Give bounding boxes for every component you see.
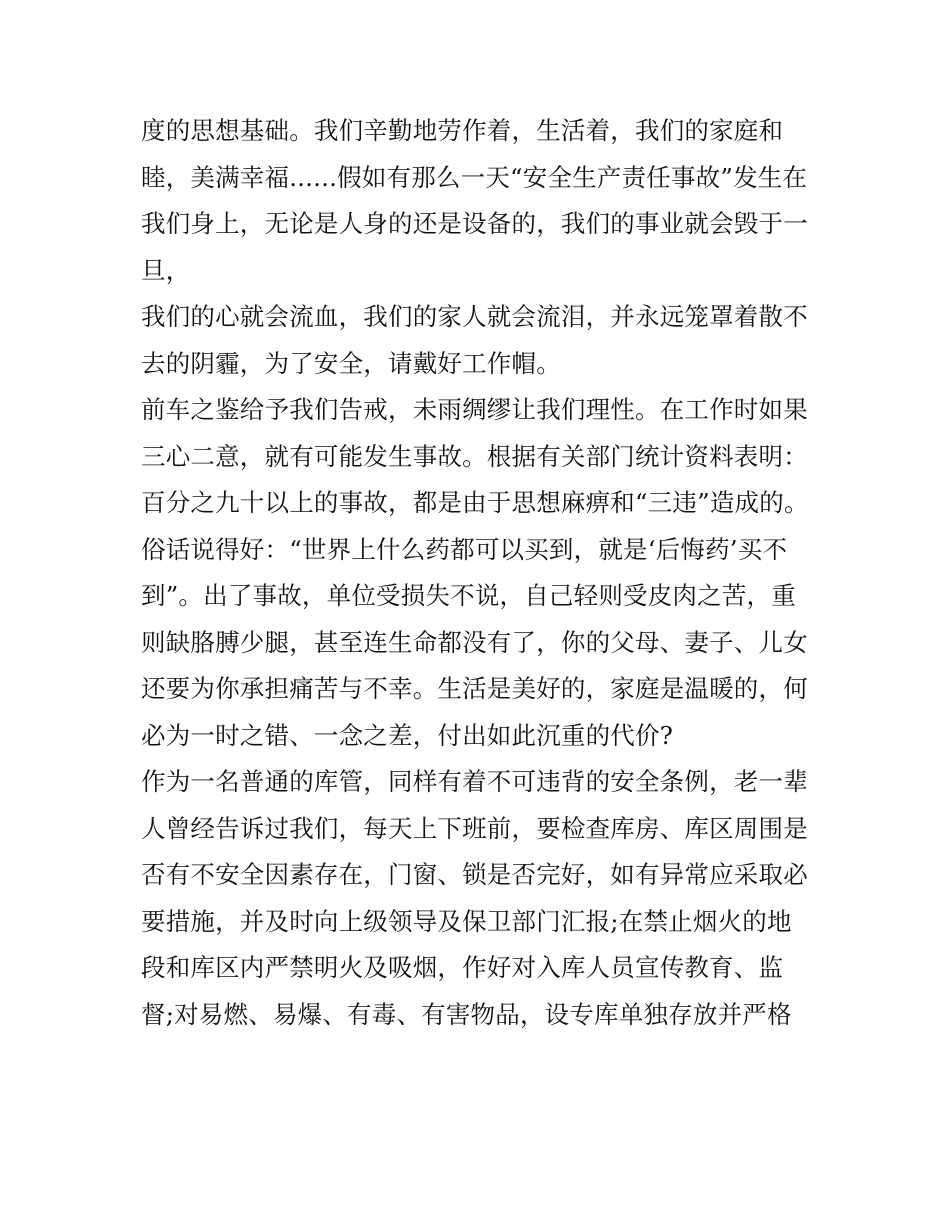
text-line: 我们的心就会流血，我们的家人就会流泪，并永远笼罩着散不 [141, 302, 808, 331]
text-line: 前车之鉴给予我们告戒，未雨绸缪让我们理性。在工作时如果 [141, 395, 808, 424]
text-line: 人曾经告诉过我们，每天上下班前，要检查库房、库区周围是 [141, 813, 808, 843]
text-line: 还要为你承担痛苦与不幸。生活是美好的，家庭是温暖的，何 [141, 674, 808, 703]
text-line: 要措施，并及时向上级领导及保卫部门汇报;在禁止烟火的地 [141, 906, 792, 936]
text-line: 睦，美满幸福......假如有那么一天“安全生产责任事故”发生在 [141, 162, 808, 192]
text-line: 百分之九十以上的事故，都是由于思想麻痹和“三违”造成的。 [141, 488, 809, 517]
text-line: 俗话说得好：“世界上什么药都可以买到，就是‘后悔药’买不 [141, 534, 788, 564]
text-line: 必为一时之错、一念之差，付出如此沉重的代价? [141, 720, 674, 750]
text-line: 我们身上，无论是人身的还是设备的，我们的事业就会毁于一 [141, 209, 808, 238]
text-line: 作为一名普通的库管，同样有着不可违背的安全条例，老一辈 [141, 767, 808, 796]
text-line: 度的思想基础。我们辛勤地劳作着，生活着，我们的家庭和 [141, 116, 784, 145]
text-line: 否有不安全因素存在，门窗、锁是否完好，如有异常应采取必 [141, 860, 808, 889]
text-line: 到”。出了事故，单位受损失不说，自己轻则受皮肉之苦，重 [141, 581, 796, 610]
text-line: 旦， [141, 255, 191, 285]
text-line: 段和库区内严禁明火及吸烟，作好对入库人员宣传教育、监 [141, 953, 784, 982]
text-line: 三心二意，就有可能发生事故。根据有关部门统计资料表明： [141, 441, 808, 471]
text-line: 则缺胳膊少腿，甚至连生命都没有了，你的父母、妻子、儿女 [141, 627, 808, 657]
text-line: 去的阴霾，为了安全，请戴好工作帽。 [141, 348, 561, 378]
text-line: 督;对易燃、易爆、有毒、有害物品，设专库单独存放并严格 [141, 999, 792, 1029]
document-body [141, 108, 821, 1038]
